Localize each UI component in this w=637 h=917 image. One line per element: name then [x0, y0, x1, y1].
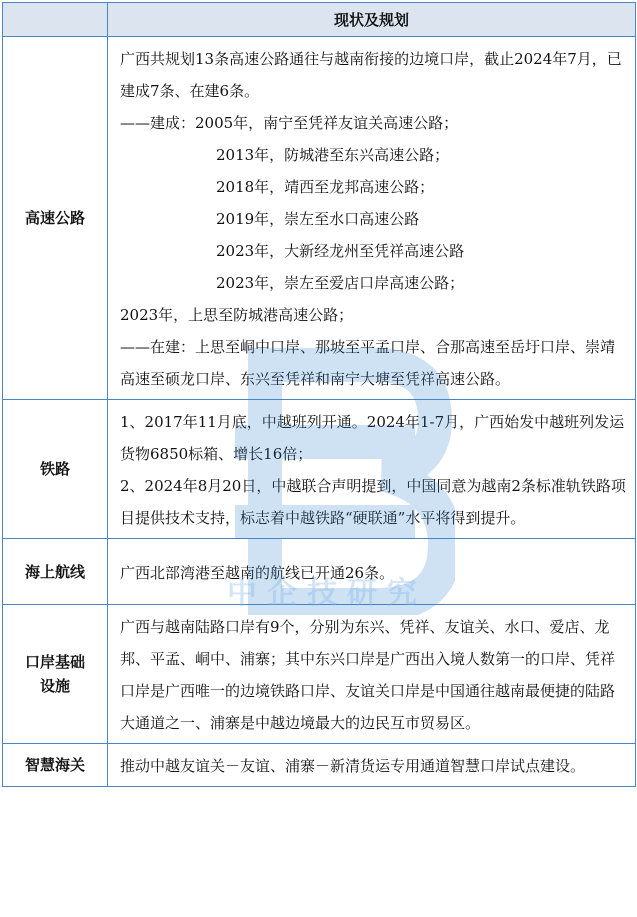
category-cell: 海上航线: [3, 539, 108, 605]
category-cell: 高速公路: [3, 37, 108, 400]
content-cell: [108, 605, 636, 744]
content-line: ——在建：上思至峒中口岸、那坡至平孟口岸、合那高速至岳圩口岸、崇靖高速至硕龙口岸、东兴至凭祥和南宁大塘至凭祥高速公路。: [120, 338, 616, 388]
content-cell: [108, 539, 636, 605]
content-line: 2023年，上思至防城港高速公路；: [120, 306, 354, 324]
header-cell-empty: [3, 3, 108, 37]
category-line: 设施: [39, 677, 70, 695]
content-line: ——建成：2005年，南宁至凭祥友谊关高速公路；: [120, 114, 459, 132]
table-row: [3, 400, 636, 539]
header-cell-status: 现状及规划: [108, 3, 636, 37]
content-line: 1、2017年11月底，中越班列开通。2024年1-7月，广西始发中越班列发运货物6850标箱、增长16倍；: [120, 413, 625, 463]
content-line: 2023年，大新经龙州至凭祥高速公路: [216, 242, 465, 260]
category-cell: 智慧海关: [3, 744, 108, 787]
content-cell: [108, 744, 636, 787]
content-line: 广西共规划13条高速公路通往与越南衔接的边境口岸，截止2024年7月，已建成7条、在建6条。: [120, 50, 622, 100]
content-line: 2019年，崇左至水口高速公路: [216, 210, 420, 228]
content-line: 广西北部湾港至越南的航线已开通26条。: [120, 563, 395, 582]
content-line: 2018年，靖西至龙邦高速公路；: [216, 178, 435, 196]
table-row: [3, 744, 636, 787]
table-row: [3, 539, 636, 605]
table-header-row: [3, 3, 636, 37]
content-cell: [108, 400, 636, 539]
content-line: 2013年，防城港至东兴高速公路；: [216, 146, 450, 164]
content-line: 推动中越友谊关－友谊、浦寨－新清货运专用通道智慧口岸试点建设。: [120, 757, 586, 775]
content-cell: [108, 37, 636, 400]
category-cell: [3, 605, 108, 744]
category-cell: 铁路: [3, 400, 108, 539]
watermark-text: 中企技研究: [227, 576, 427, 611]
content-line: 2、2024年8月20日，中越联合声明提到，中国同意为越南2条标准轨铁路项目提供技术支持，标志着中越铁路“硬联通”水平将得到提升。: [120, 477, 626, 527]
content-line: 广西与越南陆路口岸有9个，分别为东兴、凭祥、友谊关、水口、爱店、龙邦、平孟、峒中、浦寨；其中东兴口岸是广西出入境人数第一的口岸、凭祥口岸是广西唯一的边境铁路口岸、友谊关口岸是中国通往越南最便捷的陆路大通道之一、浦寨是中越边境最大的边民互市贸易区。: [120, 618, 616, 732]
table-row: [3, 37, 636, 400]
status-table: [2, 2, 636, 787]
content-line: 2023年，崇左至爱店口岸高速公路；: [216, 274, 465, 292]
category-line: 口岸基础: [24, 653, 85, 671]
table-row: [3, 605, 636, 744]
